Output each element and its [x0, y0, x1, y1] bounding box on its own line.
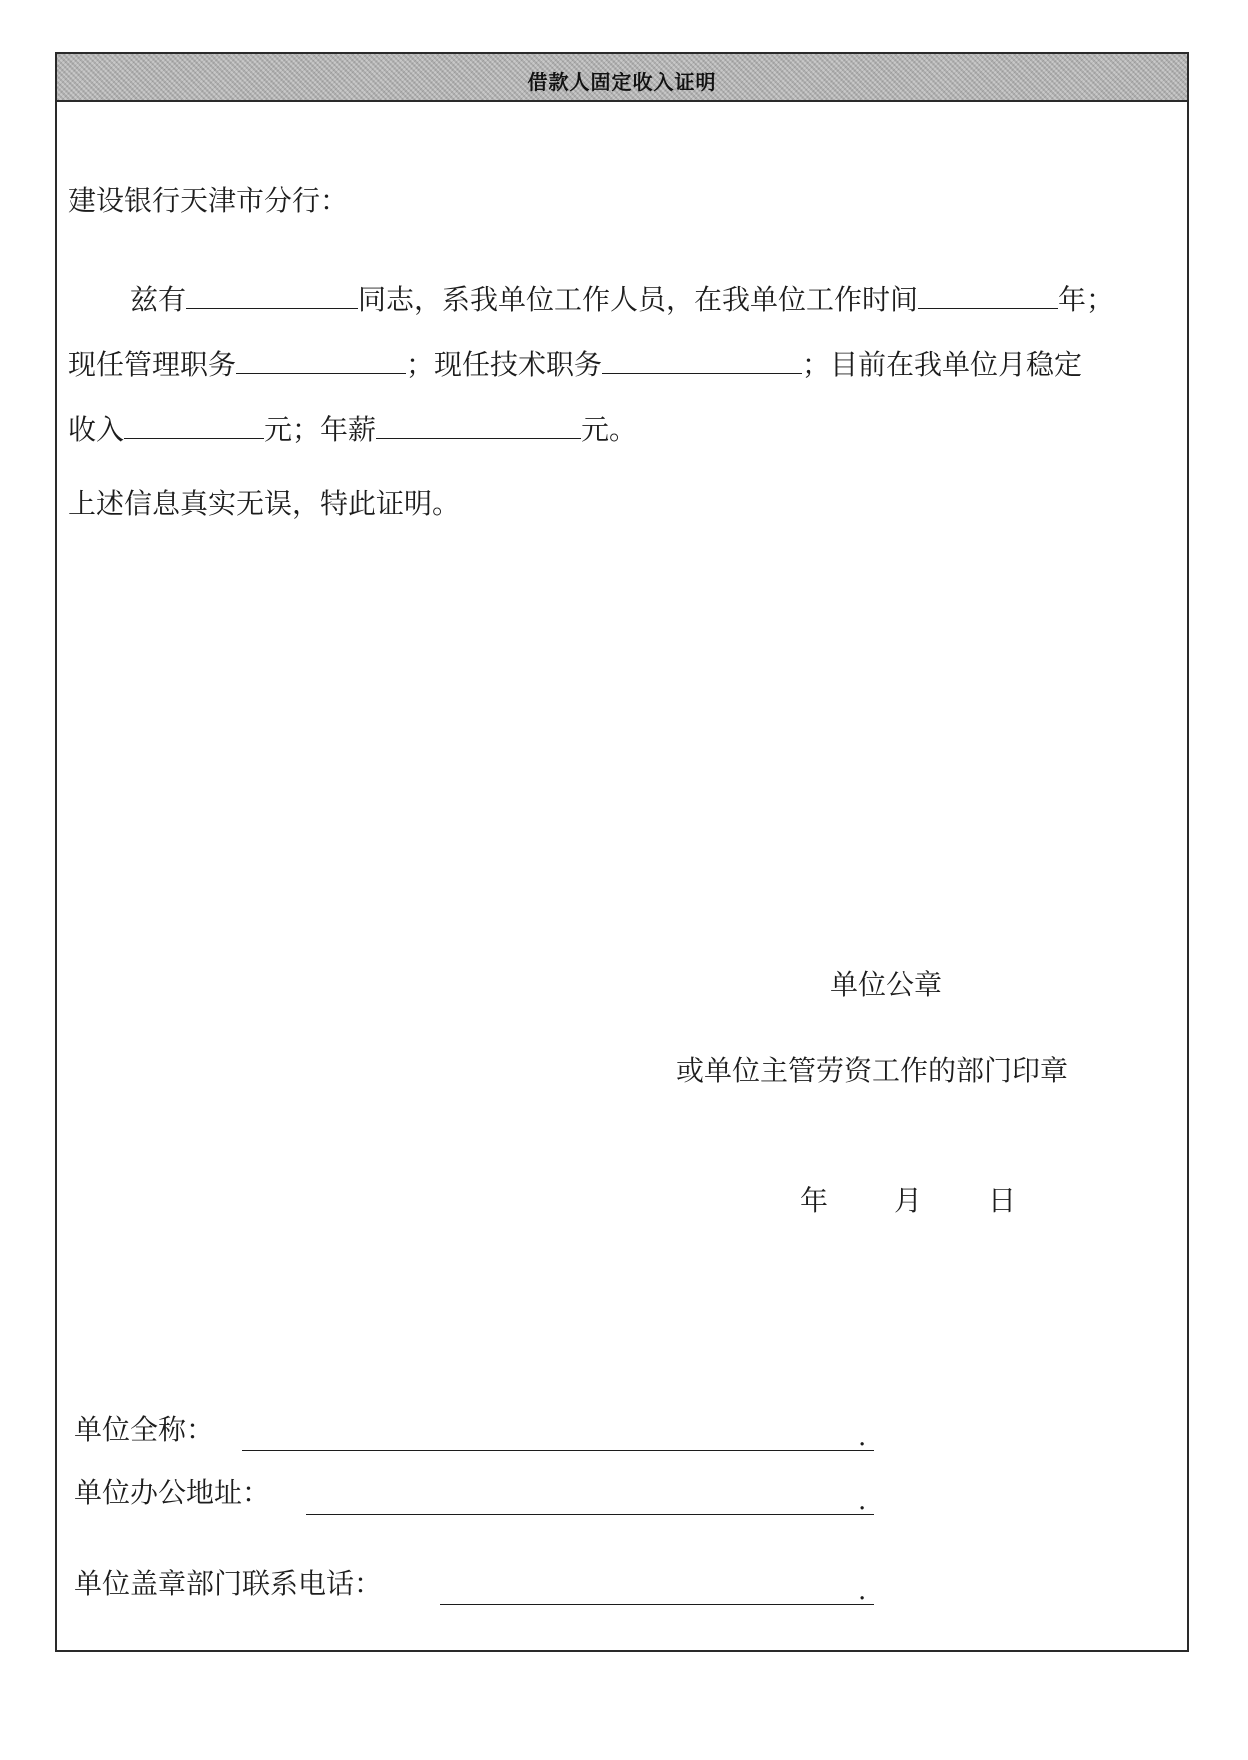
unit-address-end-mark: . [858, 1486, 867, 1516]
paragraph-line-2 [68, 345, 1082, 383]
unit-address-field[interactable] [306, 1514, 874, 1515]
para1-text-1: 兹有 [130, 283, 187, 316]
unit-name-label: 单位全称： [74, 1413, 215, 1446]
para1-text-2: 同志，系我单位工作人员，在我单位工作时间 [358, 283, 919, 316]
date-year-label: 年 [800, 1184, 829, 1217]
title-bar [57, 54, 1187, 102]
para1-text-3: 年； [1058, 283, 1115, 316]
employee-name-blank[interactable] [186, 280, 358, 309]
date-month-label: 月 [894, 1184, 923, 1217]
management-position-blank[interactable] [236, 345, 406, 374]
paragraph-line-1 [130, 280, 1114, 318]
para3-text-3: 元。 [581, 413, 638, 446]
seal-label: 单位公章 [830, 968, 943, 1001]
para2-text-1: 现任管理职务 [68, 348, 237, 381]
para3-text-2: 元；年薪 [264, 413, 377, 446]
contact-phone-label: 单位盖章部门联系电话： [74, 1567, 383, 1600]
work-years-blank[interactable] [918, 280, 1058, 309]
seal-alt-label: 或单位主管劳资工作的部门印章 [676, 1054, 1069, 1087]
statement: 上述信息真实无误，特此证明。 [68, 487, 461, 520]
date-day-label: 日 [988, 1184, 1017, 1217]
unit-name-end-mark: . [858, 1422, 867, 1452]
paragraph-line-3 [68, 410, 637, 448]
addressee: 建设银行天津市分行： [68, 184, 349, 217]
contact-phone-field[interactable] [440, 1604, 874, 1605]
technical-position-blank[interactable] [602, 345, 802, 374]
para2-text-3: ；目前在我单位月稳定 [802, 348, 1083, 381]
document-title: 借款人固定收入证明 [527, 70, 717, 94]
para3-text-1: 收入 [68, 413, 125, 446]
contact-phone-end-mark: . [858, 1576, 867, 1606]
monthly-income-blank[interactable] [124, 410, 264, 439]
annual-salary-blank[interactable] [376, 410, 581, 439]
unit-name-field[interactable] [242, 1450, 874, 1451]
para2-text-2: ；现任技术职务 [406, 348, 603, 381]
unit-address-label: 单位办公地址： [74, 1476, 271, 1509]
